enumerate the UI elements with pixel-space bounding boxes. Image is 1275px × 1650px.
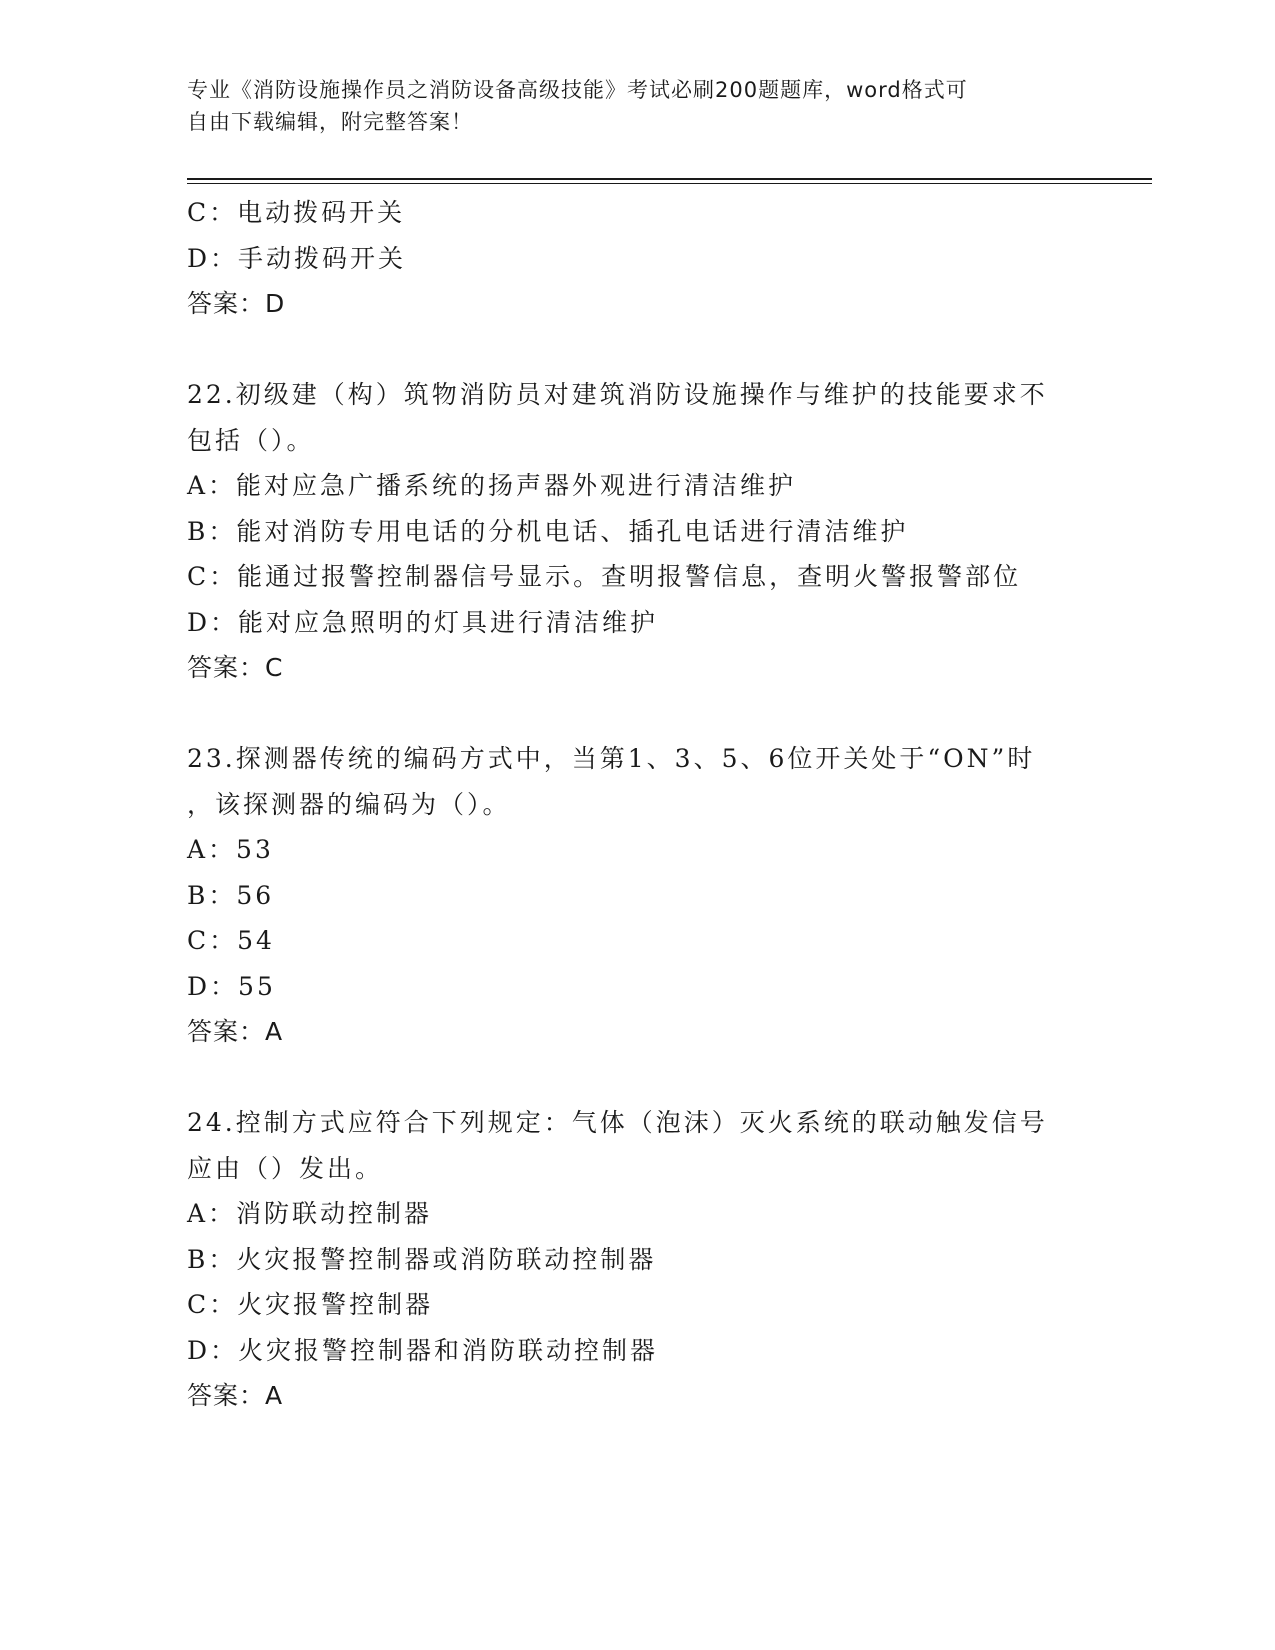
spacer bbox=[187, 327, 1087, 373]
question-stem-line: 包括（）。 bbox=[187, 425, 315, 455]
option-c: C：能通过报警控制器信号显示。查明报警信息，查明火警报警部位 bbox=[187, 562, 1022, 591]
header-divider-thin bbox=[187, 183, 1152, 184]
question-stem-line: 24.控制方式应符合下列规定：气体（泡沫）灭火系统的联动触发信号 bbox=[187, 1108, 1048, 1137]
option-c: C：电动拨码开关 bbox=[187, 198, 406, 227]
question-21-tail bbox=[187, 190, 1087, 327]
header-line-2: 自由下载编辑，附完整答案！ bbox=[187, 110, 473, 134]
spacer bbox=[187, 691, 1087, 737]
question-stem-line: 应由（）发出。 bbox=[187, 1153, 384, 1183]
option-c: C：火灾报警控制器 bbox=[187, 1290, 434, 1319]
question-23 bbox=[187, 736, 1087, 1055]
spacer bbox=[187, 1055, 1087, 1101]
option-b: B：火灾报警控制器或消防联动控制器 bbox=[187, 1244, 657, 1274]
question-stem-line: 23.探测器传统的编码方式中，当第1、3、5、6位开关处于“ON”时 bbox=[187, 744, 1036, 773]
option-b: B：56 bbox=[187, 880, 275, 910]
page-header bbox=[187, 74, 1067, 138]
option-d: D：手动拨码开关 bbox=[187, 243, 407, 273]
header-divider-thick bbox=[187, 178, 1152, 180]
header-line-1: 专业《消防设施操作员之消防设备高级技能》考试必刷200题题库，word格式可 bbox=[187, 78, 968, 102]
question-content bbox=[187, 190, 1087, 1419]
option-a: A：53 bbox=[187, 835, 274, 864]
answer-text: 答案：C bbox=[187, 653, 284, 682]
option-d: D：能对应急照明的灯具进行清洁维护 bbox=[187, 607, 659, 637]
question-24 bbox=[187, 1100, 1087, 1419]
answer-text: 答案：D bbox=[187, 289, 286, 318]
question-stem-line: ，该探测器的编码为（）。 bbox=[187, 789, 511, 819]
question-stem-line: 22.初级建（构）筑物消防员对建筑消防设施操作与维护的技能要求不 bbox=[187, 380, 1048, 409]
answer-text: 答案：A bbox=[187, 1381, 284, 1410]
option-c: C：54 bbox=[187, 926, 275, 955]
option-d: D：火灾报警控制器和消防联动控制器 bbox=[187, 1335, 659, 1365]
option-a: A：消防联动控制器 bbox=[187, 1199, 433, 1228]
question-22 bbox=[187, 372, 1087, 691]
option-b: B：能对消防专用电话的分机电话、插孔电话进行清洁维护 bbox=[187, 516, 909, 546]
option-a: A：能对应急广播系统的扬声器外观进行清洁维护 bbox=[187, 471, 797, 500]
option-d: D：55 bbox=[187, 971, 276, 1001]
answer-text: 答案：A bbox=[187, 1017, 284, 1046]
